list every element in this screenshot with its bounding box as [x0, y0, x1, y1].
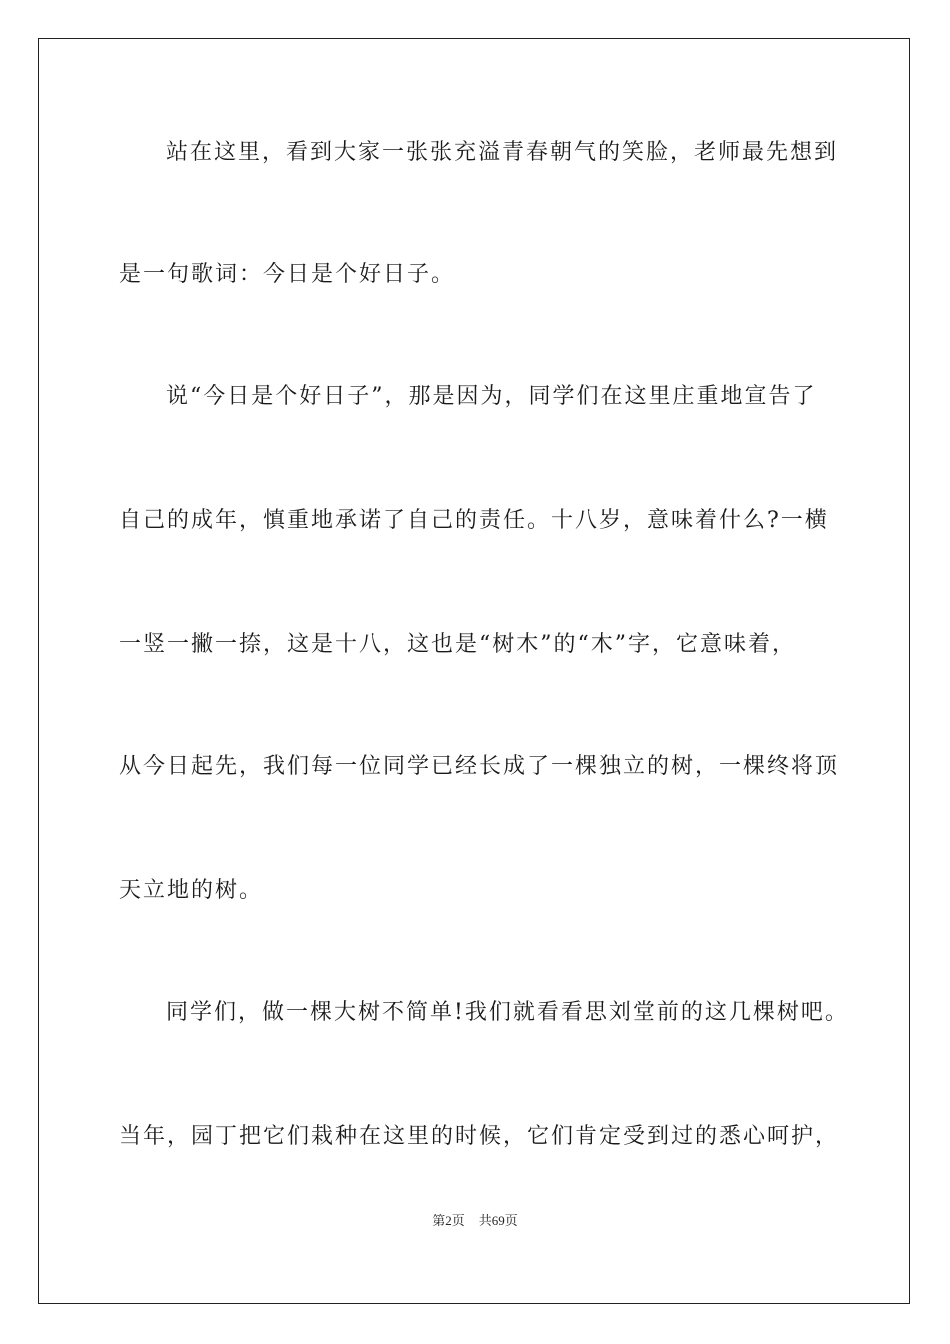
paragraph-1-line-1: 站在这里，看到大家一张张充溢青春朝气的笑脸，老师最先想到 — [166, 140, 839, 165]
paragraph-3-line-1: 同学们，做一棵大树不简单!我们就看看思刘堂前的这几棵树吧。 — [166, 1000, 849, 1025]
page-total: 共69页 — [478, 1213, 518, 1228]
paragraph-1-line-2: 是一句歌词：今日是个好日子。 — [119, 262, 456, 287]
paragraph-2-line-3: 一竖一撇一捺，这是十八，这也是“树木”的“木”字，它意味着， — [119, 632, 796, 657]
paragraph-2-line-2: 自己的成年，慎重地承诺了自己的责任。十八岁，意味着什么?一横 — [119, 508, 829, 533]
page-frame — [38, 38, 910, 1304]
paragraph-2-line-1: 说“今日是个好日子”，那是因为，同学们在这里庄重地宣告了 — [166, 384, 817, 409]
page-number: 第2页 — [432, 1213, 465, 1228]
paragraph-3-line-2: 当年，园丁把它们栽种在这里的时候，它们肯定受到过的悉心呵护， — [119, 1124, 840, 1149]
paragraph-2-line-5: 天立地的树。 — [119, 878, 264, 903]
paragraph-2-line-4: 从今日起先，我们每一位同学已经长成了一棵独立的树，一棵终将顶 — [119, 754, 840, 779]
page-footer — [0, 1210, 950, 1229]
